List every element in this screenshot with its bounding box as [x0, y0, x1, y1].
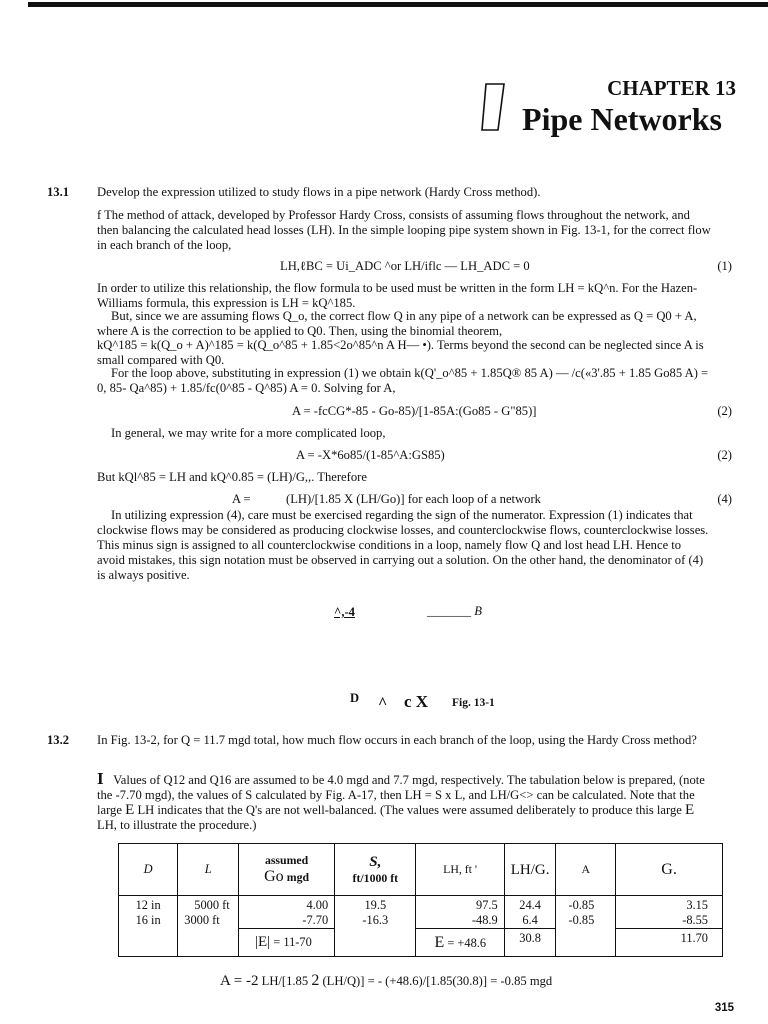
chapter-title: Pipe Networks: [522, 101, 722, 137]
total-q-value: = 11-70: [273, 935, 312, 950]
hardy-cross-table: [118, 843, 723, 957]
solution-text-b: LH indicates that the Q's are not well-balanced. (The values were assumed deliberately to produce this large: [137, 803, 682, 817]
chapter-number: CHAPTER 13: [607, 76, 736, 100]
total-lh-value: = +48.6: [447, 935, 487, 950]
row-2-a: -0.85: [568, 913, 595, 928]
flow-formula-paragraph: In order to utilize this relationship, the flow formula to be used must be written in the form LH = kQ^n. For the Hazen-Williams formula, this expression is LH = kQ^185.: [97, 281, 698, 310]
row-2-lhg: 6.4: [522, 912, 538, 927]
general-loop-line: In general, we may write for a more complicated loop,: [111, 426, 386, 440]
figure-caption: Fig. 13-1: [452, 697, 495, 709]
cell-s: [335, 896, 416, 929]
header-d: D: [119, 844, 178, 896]
cell-q: [239, 896, 335, 929]
header-s-top: S,: [369, 854, 382, 871]
chapter-bracket-graphic: [480, 82, 506, 132]
row-1-d: 12 in: [135, 898, 161, 913]
row-1-s: 19.5: [364, 898, 387, 913]
binomial-expansion-paragraph: kQ^185 = k(Q_o + A)^185 = k(Q_o^85 + 1.85<2o^85^n A H— •). Terms beyond the second can be neglected since A is small compared with Q0.: [97, 338, 704, 367]
row-1-lh: 97.5: [476, 898, 498, 912]
row-2-l: 3000 ft: [184, 913, 220, 928]
figure-node-d: D: [350, 691, 360, 705]
solution-text-a: Values of Q12 and Q16 are assumed to be 4.0 mgd and 7.7 mgd, respectively. The tabulation below is prepared, (note the -7.70 mgd), the values of S calculated by Fig. A-17, then LH = S x L, and LH/G<> can be calculated. Note that the large: [97, 773, 705, 817]
final-eq-b: LH/[1.85: [261, 974, 309, 988]
loop-substitution-line-2: 0, 85- Qa^85) + 1.85/fc(0^85 - Q^85) A = 0. Solving for A,: [97, 381, 396, 395]
cell-lhg: [504, 896, 556, 929]
row-1-lhg: 24.4: [519, 898, 541, 912]
equation-3: A = -X*6o85/(1-85^A:GS85): [296, 448, 445, 462]
row-2-g: -8.55: [682, 912, 708, 927]
problem-number-13-1: 13.1: [47, 185, 70, 199]
equation-2: A = -fcCG*-85 - Go-85)/[1-85A:(Go85 - G"85)]: [292, 404, 537, 418]
header-lh-g: LH/G.: [504, 844, 556, 896]
sign-convention-paragraph: In utilizing expression (4), care must be exercised regarding the sign of the numerator. Expression (1) indicates that clockwise flows may be considered as producing clockwise losses, and counterclockwise flows, counterclockwise losses. This minus sign is assigned to all counterclockwise conditions in a loop, namely flow Q and lost head LH. Hence to avoid mistakes, this sign notation must be observed in carrying out a solution. On the other hand, the denominator of (4) is always positive.: [97, 508, 709, 582]
header-assumed: [239, 844, 335, 896]
final-eq-d: (LH/Q)] = - (+48.6)/[1.85(30.8)] = -0.85 mgd: [322, 974, 553, 988]
row-2-lh: -48.9: [471, 912, 498, 927]
row-2-d: 16 in: [135, 913, 161, 928]
final-correction-equation: [220, 971, 552, 990]
figure-label-top-left: ^,-4: [334, 605, 355, 619]
sum-symbol-1: E: [125, 802, 135, 818]
problem-13-1-question: Develop the expression utilized to study flows in a pipe network (Hardy Cross method).: [97, 185, 541, 199]
final-eq-c: 2: [311, 972, 320, 989]
row-2-s: -16.3: [362, 913, 389, 928]
row-2-q: -7.70: [302, 912, 329, 927]
header-lh: LH, ft ': [416, 844, 504, 896]
problem-13-1-paragraph: f The method of attack, developed by Professor Hardy Cross, consists of assuming flows throughout the network, and then balancing the calculated head losses (LH). In the simple looping pipe system shown in Fig. 13-1, for the correct flow in each branch of the loop,: [97, 208, 711, 252]
figure-node-caret: ^: [378, 695, 388, 712]
solution-text-c: LH, to illustrate the procedure.): [97, 818, 257, 832]
problem-number-13-2: 13.2: [47, 733, 70, 747]
total-lhg: 30.8: [504, 928, 556, 956]
row-1-a: -0.85: [568, 898, 595, 913]
top-rule: [28, 2, 768, 7]
cell-g: [616, 896, 723, 929]
row-1-q: 4.00: [306, 898, 329, 912]
figure-node-cx: c X: [404, 692, 429, 711]
header-assumed-mgd: mgd: [286, 869, 310, 884]
equation-4-rhs: (LH)/[1.85 X (LH/Go)] for each loop of a network: [286, 492, 541, 506]
row-1-g: 3.15: [686, 898, 708, 912]
problem-13-2-question: In Fig. 13-2, for Q = 11.7 mgd total, how much flow occurs in each branch of the loop, using the Hardy Cross method?: [97, 733, 697, 747]
assumed-flows-paragraph: But, since we are assuming flows Q_o, the correct flow Q in any pipe of a network can be expressed as Q = Q0 + A, where A is the correction to be applied to Q0. Then, using the binomial theorem,: [97, 309, 697, 338]
problem-13-2-solution: [97, 771, 711, 833]
table-header-row: [119, 844, 723, 896]
header-s: [335, 844, 416, 896]
cell-lh: [416, 896, 504, 929]
header-assumed-top: assumed: [264, 852, 309, 867]
header-l: L: [178, 844, 239, 896]
sum-symbol-2: E: [685, 802, 695, 818]
equation-2-number: (2): [717, 404, 732, 418]
header-a: A: [556, 844, 616, 896]
total-lh: [416, 928, 504, 956]
header-g: G.: [616, 844, 723, 896]
total-g: 11.70: [616, 928, 723, 956]
equation-1-number: (1): [717, 259, 732, 273]
equation-4-lhs: A =: [232, 492, 251, 506]
table-totals-row: [119, 928, 723, 956]
equation-1: LH,ℓBC = Ui_ADC ^or LH/iflc — LH_ADC = 0: [280, 259, 530, 273]
solution-marker: I: [97, 769, 104, 788]
total-lh-prefix: E: [434, 933, 445, 951]
figure-label-top-right: _______ B: [427, 604, 482, 618]
header-s-bottom: ft/1000 ft: [352, 871, 399, 886]
total-q: [239, 928, 335, 956]
final-eq-a: A = -2: [220, 973, 259, 989]
cell-a: [556, 896, 616, 929]
cell-d: [119, 896, 178, 929]
equation-3-number: (2): [717, 448, 732, 462]
page-number: 315: [714, 1002, 734, 1014]
row-1-l: 5000 ft: [194, 898, 230, 913]
header-assumed-go: Go: [264, 867, 284, 885]
table-row: [119, 896, 723, 929]
total-q-prefix: |E|: [255, 934, 271, 951]
therefore-line: But kQl^85 = LH and kQ^0.85 = (LH)/G,,. Therefore: [97, 470, 367, 484]
loop-substitution-line: For the loop above, substituting in expression (1) we obtain k(Q'_o^85 + 1.85Q® 85 A) — /c(«3'.85 + 1.85 Go85 A) =: [111, 366, 709, 380]
equation-4-number: (4): [717, 492, 732, 506]
cell-l: [178, 896, 239, 929]
